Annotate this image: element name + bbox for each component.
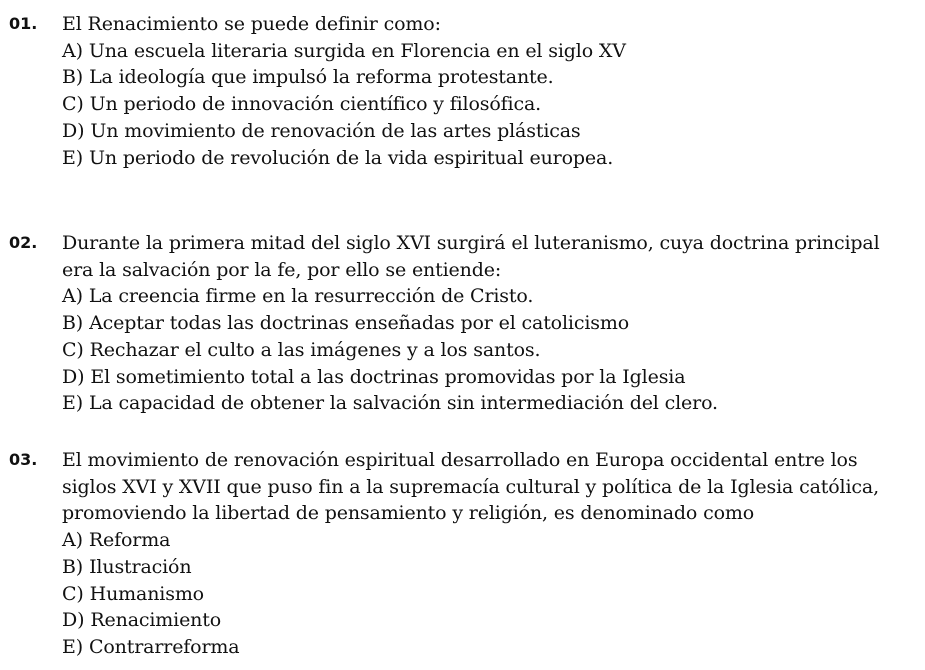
option-letter: B) <box>62 66 84 89</box>
option-text: El sometimiento total a las doctrinas promovidas por la Iglesia <box>90 365 686 388</box>
option-list <box>62 527 912 661</box>
question-number: 03. <box>9 450 38 469</box>
option-e <box>62 634 912 661</box>
option-letter: B) <box>62 555 84 578</box>
option-letter: D) <box>62 365 85 388</box>
option-letter: E) <box>62 635 83 658</box>
option-e <box>62 390 912 417</box>
option-text: Un periodo de innovación científico y filosófica. <box>89 93 542 116</box>
option-e <box>62 145 912 172</box>
question-stem: El movimiento de renovación espiritual desarrollado en Europa occidental entre los siglos XVI y XVII que puso fin a la supremacía cultural y política de la Iglesia católica, promoviendo la libertad de pensamiento y religión, es denominado como <box>62 449 879 525</box>
option-text: Contrarreforma <box>88 635 240 658</box>
option-a <box>62 283 912 310</box>
option-letter: C) <box>62 582 84 605</box>
option-letter: A) <box>62 285 83 308</box>
option-letter: D) <box>62 119 85 142</box>
question-body <box>62 230 912 417</box>
option-d <box>62 118 912 145</box>
option-list <box>62 283 912 417</box>
option-letter: E) <box>62 392 83 415</box>
option-list <box>62 38 912 172</box>
option-a <box>62 38 912 65</box>
option-text: Reforma <box>88 529 171 552</box>
option-text: Una escuela literaria surgida en Florencia en el siglo XV <box>88 39 626 62</box>
option-letter: A) <box>62 39 83 62</box>
option-text: Aceptar todas las doctrinas enseñadas por el catolicismo <box>89 312 629 335</box>
option-d <box>62 607 912 634</box>
option-letter: E) <box>62 146 83 169</box>
option-b <box>62 64 912 91</box>
option-d <box>62 364 912 391</box>
question-body <box>62 447 912 661</box>
option-a <box>62 527 912 554</box>
option-text: Renacimiento <box>90 609 222 632</box>
option-text: Ilustración <box>89 555 192 578</box>
question-stem: El Renacimiento se puede definir como: <box>62 13 441 35</box>
option-text: La creencia firme en la resurrección de Cristo. <box>88 285 534 308</box>
option-b <box>62 310 912 337</box>
question-number: 01. <box>9 14 38 33</box>
question-stem: Durante la primera mitad del siglo XVI surgirá el luteranismo, cuya doctrina principal era la salvación por la fe, por ello se entiende: <box>62 232 880 281</box>
option-letter: B) <box>62 312 84 335</box>
option-letter: D) <box>62 609 85 632</box>
option-text: Humanismo <box>89 582 204 605</box>
question-body <box>62 11 912 171</box>
option-text: Un periodo de revolución de la vida espiritual europea. <box>88 146 614 169</box>
option-letter: C) <box>62 93 84 116</box>
option-text: Rechazar el culto a las imágenes y a los santos. <box>89 338 541 361</box>
option-c <box>62 581 912 608</box>
option-c <box>62 91 912 118</box>
option-b <box>62 554 912 581</box>
option-c <box>62 337 912 364</box>
option-text: Un movimiento de renovación de las artes plásticas <box>90 119 581 142</box>
option-letter: A) <box>62 529 83 552</box>
option-letter: C) <box>62 338 84 361</box>
question-number: 02. <box>9 233 38 252</box>
option-text: La capacidad de obtener la salvación sin intermediación del clero. <box>88 392 718 415</box>
option-text: La ideología que impulsó la reforma protestante. <box>89 66 554 89</box>
